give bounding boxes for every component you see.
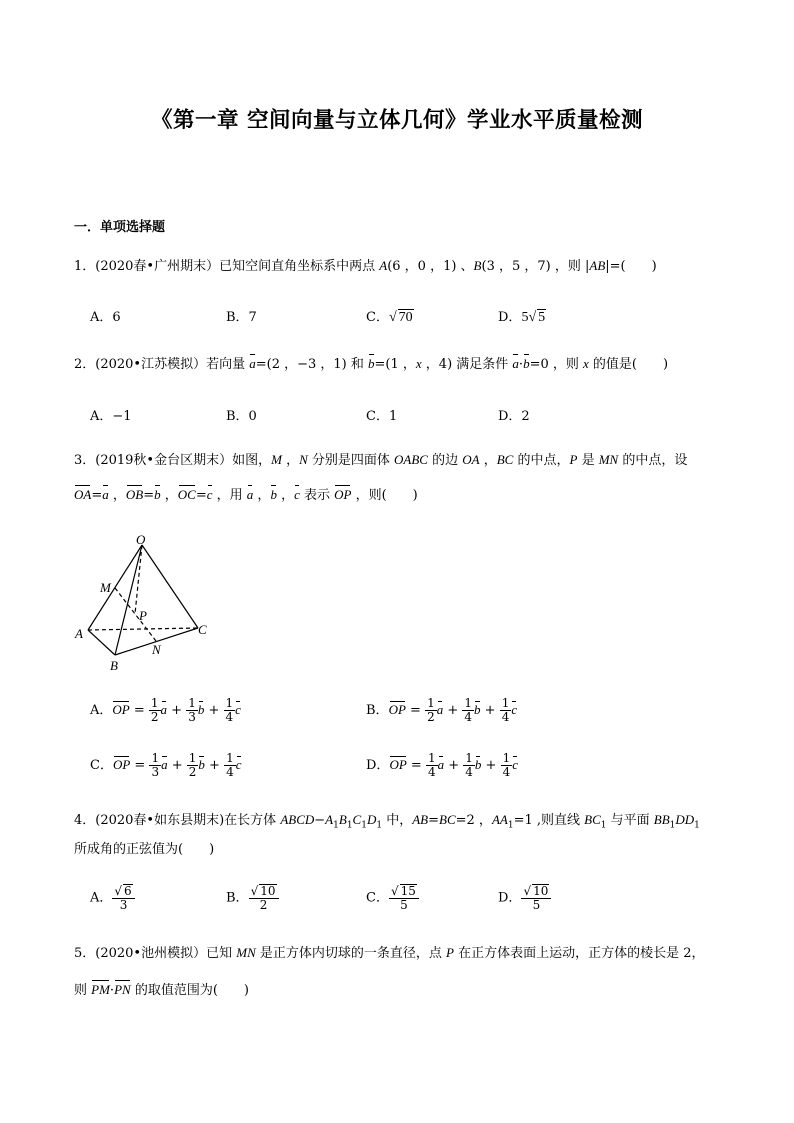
- question-2: 2．(2020•江苏模拟）若向量 a=(2 ，−3 ，1) 和 b=(1 ，x ，4) 满足条件 a·b=0 ，则 x 的值是( ): [74, 356, 669, 372]
- q1-option-c[interactable]: C．√ 70: [366, 310, 413, 325]
- q4-option-c[interactable]: C． $\frac{√ 15}{5}$: [366, 884, 419, 912]
- q2-option-b[interactable]: B．0: [226, 409, 257, 424]
- edge-ac: [88, 628, 198, 630]
- tetrahedron-figure: [70, 530, 220, 675]
- segment-mn: [115, 588, 156, 641]
- q1-option-a[interactable]: A．6: [90, 310, 121, 325]
- q2-option-a[interactable]: A．−1: [90, 409, 132, 424]
- section-heading: 一．单项选择题: [74, 220, 166, 235]
- question-3-line-1: 3．(2019秋•金台区期末）如图，M ，N 分别是四面体 OABC 的边 OA ，BC 的中点，P 是 MN 的中点，设: [74, 452, 688, 468]
- label-b: B: [110, 658, 118, 673]
- label-m: M: [100, 580, 111, 595]
- q3-option-b[interactable]: B．OP = $\frac{1}{2}$ a + $\frac{1}{4}$ b + $\frac{1}{4}$ c: [366, 696, 518, 724]
- label-n: N: [152, 642, 161, 657]
- q4-option-a[interactable]: A． $\frac{√ 6}{3}$: [90, 884, 135, 912]
- edge-oc: [142, 545, 198, 628]
- q4-option-d[interactable]: D． $\frac{√ 10}{5}$: [498, 884, 551, 912]
- q4-option-b[interactable]: B． $\frac{√ 10}{2}$: [226, 884, 279, 912]
- question-5-line-1: 5．(2020•池州模拟）已知 MN 是正方体内切球的一条直径，点 P 在正方体表面上运动，正方体的棱长是 2，: [74, 945, 705, 961]
- label-o: O: [136, 532, 146, 547]
- q2-option-c[interactable]: C．1: [366, 409, 398, 424]
- page-title: 《第一章 空间向量与立体几何》学业水平质量检测: [151, 108, 643, 133]
- q1-option-b[interactable]: B．7: [226, 310, 257, 325]
- question-4-line-1: 4．(2020春•如东县期末)在长方体 $ABCD-A_1B_1C_1D_1$ 中，AB=BC=2 ，$AA_1=1$ ,则直线 $BC_1$ 与平面 $BB_1DD_1$: [74, 812, 700, 831]
- q3-option-a[interactable]: A．OP = $\frac{1}{2}$ a + $\frac{1}{3}$ b + $\frac{1}{4}$ c: [90, 696, 241, 724]
- label-a: A: [75, 626, 83, 641]
- edge-ab: [88, 630, 115, 655]
- edge-oa: [88, 545, 142, 630]
- label-p: P: [139, 608, 147, 623]
- question-1: 1．(2020春•广州期末）已知空间直角坐标系中两点 A(6 ，0 ，1) 、B(3 ，5 ，7) ，则 |AB|=( ): [74, 258, 657, 274]
- q2-option-d[interactable]: D．2: [498, 409, 530, 424]
- question-4-line-2: 所成角的正弦值为( ): [74, 842, 215, 857]
- label-c: C: [198, 622, 207, 637]
- question-5-line-2: 则 PM·PN 的取值范围为( ): [74, 982, 249, 998]
- q3-option-d[interactable]: D．OP = $\frac{1}{4}$ a + $\frac{1}{4}$ b + $\frac{1}{4}$ c: [366, 751, 518, 779]
- q1-option-d[interactable]: D．5√ 5: [498, 310, 546, 325]
- q3-option-c[interactable]: C．OP = $\frac{1}{3}$ a + $\frac{1}{2}$ b + $\frac{1}{4}$ c: [90, 751, 242, 779]
- question-3-line-2: OA=a ，OB=b ，OC=c ，用 a ，b ，c 表示 OP ，则( ): [74, 487, 418, 503]
- edge-ob: [115, 545, 142, 655]
